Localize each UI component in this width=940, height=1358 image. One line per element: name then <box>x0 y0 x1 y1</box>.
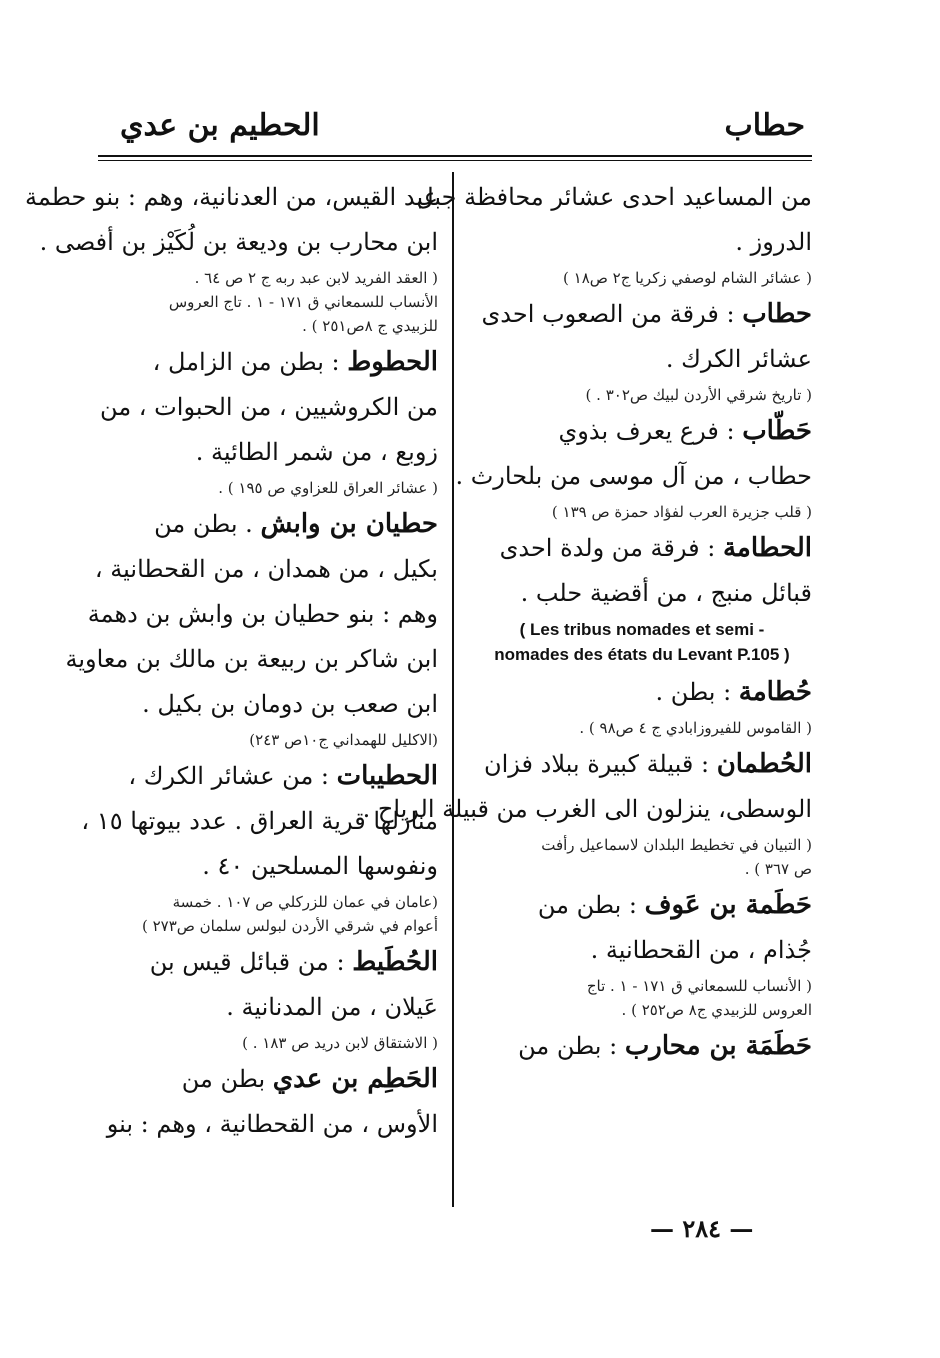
reference-line: (عامان في عمان للزركلي ص ١٠٧ . خمسة <box>172 893 438 911</box>
reference-line: ( عشائر الشام لوصفي زكريا ج٢ ص١٨ ) <box>563 269 812 287</box>
reference-line: ( القاموس للفيروزابادي ج ٤ ص٩٨ ) . <box>579 719 812 737</box>
dictionary-entry <box>100 756 438 796</box>
reference-line: العروس للزبيدي ج٨ ص٢٥٢ ) . <box>621 1001 812 1019</box>
entry-definition: : فرقة من ولدة احدى <box>499 534 723 562</box>
text-line: بكيل ، من همدان ، من القحطانية ، <box>94 555 438 583</box>
page-number: — ٢٨٤ — <box>650 1214 754 1243</box>
text-line: حطاب ، من آل موسى من بلحارث . <box>455 462 812 490</box>
entry-headword: الحطيبات <box>336 761 438 791</box>
entry-definition: بطن من <box>181 1065 273 1093</box>
text-line: قبائل منبج ، من أقضية حلب . <box>520 579 812 607</box>
text-line: من الكروشيين ، من الحبوات ، من <box>100 393 438 421</box>
dictionary-entry <box>472 1026 812 1066</box>
reference-line: ( التبيان في تخطيط البلدان لاسماعيل رأفت <box>541 836 812 854</box>
text-line: جُذام ، من القحطانية . <box>590 936 812 964</box>
dictionary-entry <box>100 1059 438 1099</box>
text-line: ونفوسها المسلحين ٤٠ . <box>202 852 438 880</box>
dictionary-entry <box>472 528 812 568</box>
text-line: عَيلان ، من المدنانية . <box>226 993 438 1021</box>
reference-line: ( الاشتقاق لابن دريد ص ١٨٣ . ) <box>242 1034 438 1052</box>
entry-definition: : من قبائل قيس بن <box>149 948 353 976</box>
entry-definition: : من عشائر الكرك ، <box>128 762 337 790</box>
entry-headword: حَطّاب <box>742 416 812 446</box>
entry-headword: حطيان بن وابش <box>260 509 438 539</box>
text-line: من المساعيد احدى عشائر محافظة جبل <box>416 183 812 211</box>
reference-line: للزبيدي ج ٨ص٢٥١ ) . <box>302 317 438 335</box>
reference-line: ( تاريخ شرقي الأردن لبيك ص٣٠٢ . ) <box>585 386 812 404</box>
reference-line: أعوام في شرقي الأردن لبولس سلمان ص٢٧٣ ) <box>141 917 438 935</box>
header-rule-thin <box>98 160 812 161</box>
text-line: الدروز . <box>735 228 812 256</box>
running-header-left: الحطيم بن عدي <box>120 108 320 143</box>
text-line: ابن محارب بن وديعة بن لُكَيْز بن أفصى . <box>39 228 438 256</box>
column-divider <box>452 172 454 1207</box>
text-line: زوبع ، من شمر الطائية . <box>195 438 438 466</box>
entry-headword: الحطامة <box>722 533 812 563</box>
entry-headword: الحَطِم بن عدي <box>272 1064 438 1094</box>
text-line: ابن صعب بن دومان بن بكيل . <box>142 690 438 718</box>
entry-headword: الحُطَيط <box>352 947 438 977</box>
entry-definition: . بطن من <box>154 510 261 538</box>
text-line: الأوس ، من القحطانية ، وهم : بنو <box>106 1110 438 1138</box>
dictionary-entry <box>472 885 812 925</box>
entry-definition: : بطن . <box>655 678 739 706</box>
latin-reference-line: nomades des états du Levant P.105 ) <box>494 645 790 664</box>
entry-headword: حَطَمَة بن محارب <box>624 1031 812 1061</box>
entry-headword: حطاب <box>742 299 812 329</box>
dictionary-entry <box>472 744 812 784</box>
text-line: عشائر الكرك . <box>665 345 812 373</box>
reference-line: ( قلب جزيرة العرب لفؤاد حمزة ص ١٣٩ ) <box>551 503 812 521</box>
reference-line: ( عشائر العراق للعزاوي ص ١٩٥ ) . <box>218 479 438 497</box>
entry-headword: الحطوط <box>347 347 438 377</box>
entry-definition: : فرع يعرف بذوي <box>558 417 743 445</box>
left-column <box>25 172 438 1149</box>
reference-line: الأنساب للسمعاني ق ١٧١ - ١ . تاج العروس <box>168 293 438 311</box>
reference-line: ( العقد الفريد لابن عبد ربه ج ٢ ص ٦٤ . <box>194 269 438 287</box>
entry-definition: : بطن من <box>537 891 645 919</box>
entry-definition: : بطن من <box>518 1032 625 1060</box>
text-line: وهم : بنو حطيان بن وابش بن دهمة <box>87 600 438 628</box>
entry-definition: : بطن من الزامل ، <box>152 348 348 376</box>
dictionary-entry <box>100 942 438 982</box>
text-line: منازلها قرية العراق . عدد بيوتها ١٥ ، <box>81 807 438 835</box>
text-line: الوسطى، ينزلون الى الغرب من قبيلة الرياح . <box>362 795 812 823</box>
text-line: عبد القيس، من العدنانية، وهم : بنو حطمة <box>25 183 438 211</box>
latin-reference-line: ( Les tribus nomades et semi - <box>519 620 765 639</box>
text-line: ابن شاكر بن ربيعة بن مالك بن معاوية <box>65 645 438 673</box>
dictionary-entry <box>100 504 438 544</box>
reference-line: ( الأنساب للسمعاني ق ١٧١ - ١ . تاج <box>586 977 812 995</box>
entry-definition: : قبيلة كبيرة ببلاد فزان <box>484 750 717 778</box>
dictionary-entry <box>100 342 438 382</box>
dictionary-entry <box>472 672 812 712</box>
dictionary-entry <box>472 294 812 334</box>
dictionary-entry <box>472 411 812 451</box>
running-header-right: حطاب <box>724 108 805 143</box>
entry-headword: حُطامة <box>738 677 812 707</box>
reference-line: (الاكليل للهمداني ج١٠ص ٢٤٣) <box>249 731 438 749</box>
reference-line: ص ٣٦٧ ) . <box>744 860 812 878</box>
header-rule <box>98 155 812 157</box>
entry-headword: حَطَمة بن عَوف <box>644 890 812 920</box>
entry-definition: : فرقة من الصعوب احدى <box>481 300 743 328</box>
entry-headword: الحُطمان <box>716 749 812 779</box>
